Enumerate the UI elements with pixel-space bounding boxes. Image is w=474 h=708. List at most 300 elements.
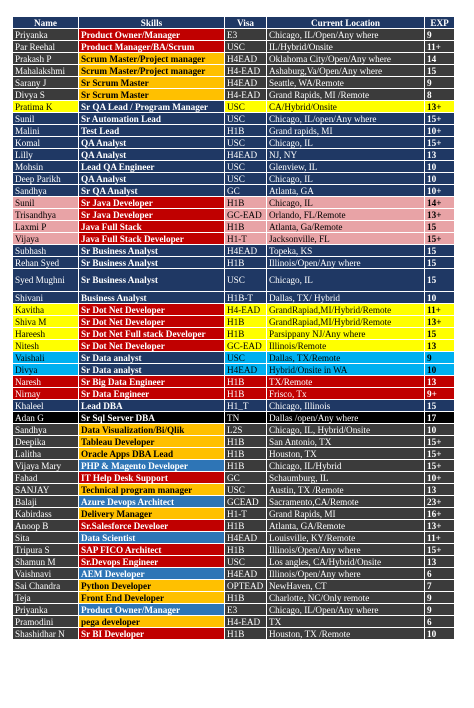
cell-location: Chicago, IL, Hybrid/Onsite [267,424,425,436]
cell-name: Teja [13,592,79,604]
table-row [13,161,455,173]
cell-visa: H4EAD [225,245,267,257]
cell-skill: Sr QA Lead / Program Manager [79,101,225,113]
cell-exp: 13+ [425,101,455,113]
table-row [13,221,455,233]
cell-name: Vaishnavi [13,568,79,580]
cell-exp: 15+ [425,113,455,125]
table-row [13,520,455,532]
cell-location: Topeka, KS [267,245,425,257]
cell-name: Sita [13,532,79,544]
cell-visa: USC [225,137,267,149]
cell-exp: 15 [425,269,455,292]
cell-name: Shashidhar N [13,628,79,640]
cell-exp: 15 [425,257,455,269]
cell-name: Shiva M [13,316,79,328]
cell-location: Illinois/Remote [267,340,425,352]
cell-visa: H1B [225,197,267,209]
cell-exp: 15+ [425,544,455,556]
header-skills: Skills [79,17,225,29]
cell-visa: H1B [225,628,267,640]
cell-location: Chicago, IL/Hybrid [267,460,425,472]
table-row [13,364,455,376]
cell-location: Chicago, IL/Open/Any where [267,604,425,616]
cell-name: Adan G [13,412,79,424]
cell-skill: Python Developer [79,580,225,592]
cell-visa: H1B [225,316,267,328]
table-row [13,592,455,604]
cell-exp: 10 [425,424,455,436]
cell-exp: 15+ [425,233,455,245]
cell-exp: 15+ [425,448,455,460]
table-row [13,292,455,304]
cell-skill: Sr Sql Server DBA [79,412,225,424]
candidates-table [12,16,455,640]
cell-visa: H4-EAD [225,89,267,101]
cell-location: Louisville, KY/Remote [267,532,425,544]
cell-location: Hybrid/Onsite in WA [267,364,425,376]
cell-name: Tripura S [13,544,79,556]
cell-location: Grand Rapids, MI [267,508,425,520]
cell-exp: 10+ [425,472,455,484]
cell-skill: Sr Business Analyst [79,245,225,257]
cell-name: Mahalakshmi [13,65,79,77]
cell-name: Deep Parikh [13,173,79,185]
cell-visa: USC [225,41,267,53]
cell-exp: 9 [425,77,455,89]
cell-visa: H1B [225,460,267,472]
table-row [13,376,455,388]
table-row [13,328,455,340]
cell-visa: E3 [225,29,267,41]
cell-exp: 9 [425,29,455,41]
table-row [13,352,455,364]
cell-skill: Sr Dot Net Developer [79,304,225,316]
cell-skill: Sr Big Data Engineer [79,376,225,388]
cell-exp: 11+ [425,41,455,53]
cell-name: Trisandhya [13,209,79,221]
table-row [13,53,455,65]
cell-skill: Delivery Manager [79,508,225,520]
table-row [13,580,455,592]
cell-visa: H4EAD [225,568,267,580]
cell-exp: 9 [425,352,455,364]
cell-skill: Sr.Devops Engineer [79,556,225,568]
cell-location: Houston, TX /Remote [267,628,425,640]
cell-skill: Data Visualization/Bi/Qlik [79,424,225,436]
cell-location: Dallas /open/Any where [267,412,425,424]
table-row [13,197,455,209]
cell-location: Glenview, IL [267,161,425,173]
cell-location: Jacksonville, FL [267,233,425,245]
cell-location: Chicago, IL/open/Any where [267,113,425,125]
cell-exp: 6 [425,616,455,628]
table-row [13,628,455,640]
cell-visa: H1-T [225,508,267,520]
cell-location: San Antonio, TX [267,436,425,448]
table-row [13,113,455,125]
cell-name: Sunil [13,197,79,209]
cell-skill: Sr Scrum Master [79,89,225,101]
cell-visa: USC [225,173,267,185]
cell-name: Khaleel [13,400,79,412]
cell-skill: Sr Automation Lead [79,113,225,125]
header-exp: EXP [425,17,455,29]
cell-location: IL/Hybrid/Onsite [267,41,425,53]
table-row [13,149,455,161]
cell-visa: GCEAD [225,496,267,508]
cell-skill: Lead QA Engineer [79,161,225,173]
cell-location: Parsippany NJ/Any where [267,328,425,340]
cell-name: Vaishali [13,352,79,364]
cell-location: Chicago, IL [267,269,425,292]
cell-name: Pratima K [13,101,79,113]
cell-name: Sandhya [13,185,79,197]
cell-skill: Data Scientist [79,532,225,544]
cell-exp: 13 [425,340,455,352]
cell-skill: Sr.Salesforce Develoer [79,520,225,532]
table-row [13,448,455,460]
cell-visa: H4EAD [225,364,267,376]
cell-exp: 13+ [425,520,455,532]
cell-name: Syed Mughni [13,269,79,292]
cell-skill: Sr Scrum Master [79,77,225,89]
cell-exp: 15 [425,245,455,257]
cell-location: Illinois/Open/Any where [267,568,425,580]
cell-location: CA/Hybrid/Onsite [267,101,425,113]
cell-location: Chicago, IL [267,173,425,185]
cell-skill: Product Owner/Manager [79,29,225,41]
header-location: Current Location [267,17,425,29]
cell-visa: H4-EAD [225,616,267,628]
cell-location: NewHaven, CT [267,580,425,592]
cell-visa: H4-EAD [225,304,267,316]
cell-skill: Sr Dot Net Developer [79,316,225,328]
table-row [13,496,455,508]
cell-location: Houston, TX [267,448,425,460]
cell-location: Schaumburg, IL [267,472,425,484]
table-row [13,340,455,352]
cell-visa: E3 [225,604,267,616]
cell-exp: 17 [425,412,455,424]
cell-exp: 15 [425,221,455,233]
cell-skill: Front End Developer [79,592,225,604]
table-row [13,424,455,436]
cell-exp: 10 [425,161,455,173]
cell-location: Atlanta, GA/Remote [267,520,425,532]
table-row [13,316,455,328]
cell-skill: Test Lead [79,125,225,137]
table-row [13,257,455,269]
cell-name: Malini [13,125,79,137]
table-row [13,77,455,89]
cell-exp: 8 [425,89,455,101]
cell-visa: H1B [225,520,267,532]
cell-location: TX [267,616,425,628]
cell-visa: H4-EAD [225,65,267,77]
cell-visa: H1B [225,448,267,460]
cell-skill: SAP FICO Architect [79,544,225,556]
cell-visa: USC [225,101,267,113]
table-row [13,304,455,316]
cell-exp: 10 [425,173,455,185]
cell-skill: QA Analyst [79,173,225,185]
cell-name: Shamun M [13,556,79,568]
table-row [13,532,455,544]
cell-location: Dallas, TX/Remote [267,352,425,364]
table-row [13,616,455,628]
header-name: Name [13,17,79,29]
cell-name: Pramodini [13,616,79,628]
cell-exp: 14 [425,53,455,65]
cell-skill: Product Manager/BA/Scrum [79,41,225,53]
cell-skill: Business Analyst [79,292,225,304]
cell-location: TX/Remote [267,376,425,388]
cell-skill: Lead DBA [79,400,225,412]
table-row [13,484,455,496]
cell-visa: GC [225,185,267,197]
cell-name: Sunil [13,113,79,125]
table-row [13,209,455,221]
cell-location: NJ, NY [267,149,425,161]
cell-visa: H1B [225,376,267,388]
cell-skill: pega developer [79,616,225,628]
cell-exp: 10 [425,628,455,640]
cell-skill: Sr Business Analyst [79,257,225,269]
cell-name: Hareesh [13,328,79,340]
cell-visa: H1B [225,544,267,556]
cell-visa: H1B [225,436,267,448]
cell-exp: 14+ [425,197,455,209]
cell-location: Frisco, Tx [267,388,425,400]
cell-visa: USC [225,484,267,496]
cell-visa: H1B [225,221,267,233]
cell-visa: H1B [225,125,267,137]
cell-visa: USC [225,556,267,568]
cell-location: Dallas, TX/ Hybrid [267,292,425,304]
cell-location: GrandRapiad,MI/Hybrid/Remote [267,304,425,316]
cell-name: Kavitha [13,304,79,316]
cell-exp: 23+ [425,496,455,508]
cell-name: Prakash P [13,53,79,65]
cell-exp: 10+ [425,185,455,197]
cell-location: Los angles, CA/Hybrid/Onsite [267,556,425,568]
cell-skill: Product Owner/Manager [79,604,225,616]
cell-visa: GC [225,472,267,484]
cell-location: Orlando, FL/Remote [267,209,425,221]
cell-location: Atlanta, Ga/Remote [267,221,425,233]
table-row [13,436,455,448]
cell-skill: Sr Data Engineer [79,388,225,400]
cell-visa: H1B-T [225,292,267,304]
cell-visa: TN [225,412,267,424]
header-row [13,17,455,29]
table-row [13,568,455,580]
cell-name: SANJAY [13,484,79,496]
cell-name: Subhash [13,245,79,257]
cell-location: Charlotte, NC/Only remote [267,592,425,604]
cell-location: Sacramento,CA/Remote [267,496,425,508]
cell-skill: Sr Business Analyst [79,269,225,292]
cell-exp: 16+ [425,508,455,520]
cell-visa: GC-EAD [225,209,267,221]
cell-skill: Sr Java Developer [79,209,225,221]
cell-name: Balaji [13,496,79,508]
cell-visa: H1-T [225,233,267,245]
table-row [13,101,455,113]
cell-location: Chicago, IL [267,137,425,149]
cell-location: Chicago, IL [267,197,425,209]
table-row [13,233,455,245]
table-row [13,412,455,424]
cell-skill: Tableau Developer [79,436,225,448]
table-row [13,125,455,137]
cell-exp: 15+ [425,137,455,149]
cell-exp: 10+ [425,125,455,137]
cell-exp: 13 [425,556,455,568]
cell-location: Oklahoma City/Open/Any where [267,53,425,65]
table-row [13,245,455,257]
cell-skill: Java Full Stack Developer [79,233,225,245]
cell-visa: GC-EAD [225,340,267,352]
cell-name: Lilly [13,149,79,161]
cell-name: Anoop B [13,520,79,532]
cell-skill: Technical program manager [79,484,225,496]
table-row [13,185,455,197]
cell-skill: Scrum Master/Project manager [79,53,225,65]
cell-skill: IT Help Desk Support [79,472,225,484]
cell-visa: H4EAD [225,77,267,89]
cell-exp: 10 [425,292,455,304]
cell-name: Sai Chandra [13,580,79,592]
cell-skill: Sr BI Developer [79,628,225,640]
cell-skill: PHP & Magento Developer [79,460,225,472]
cell-location: GrandRapiad,MI/Hybrid/Remote [267,316,425,328]
table-row [13,556,455,568]
cell-skill: Azure Devops Architect [79,496,225,508]
cell-name: Naresh [13,376,79,388]
cell-name: Divya [13,364,79,376]
cell-visa: L2S [225,424,267,436]
cell-exp: 9 [425,604,455,616]
cell-visa: H4EAD [225,53,267,65]
cell-skill: Scrum Master/Project manager [79,65,225,77]
cell-exp: 11+ [425,304,455,316]
cell-skill: Java Full Stack [79,221,225,233]
cell-skill: Sr Dot Net Full stack Developer [79,328,225,340]
cell-name: Lalitha [13,448,79,460]
cell-exp: 13 [425,149,455,161]
cell-skill: Oracle Apps DBA Lead [79,448,225,460]
cell-name: Vijaya [13,233,79,245]
cell-visa: H1B [225,388,267,400]
cell-name: Mohsin [13,161,79,173]
cell-exp: 10 [425,364,455,376]
cell-visa: H1B [225,257,267,269]
cell-name: Rehan Syed [13,257,79,269]
cell-location: Seattle, WA/Remote [267,77,425,89]
cell-exp: 13 [425,376,455,388]
table-row [13,29,455,41]
cell-name: Sarany J [13,77,79,89]
table-row [13,400,455,412]
table-row [13,137,455,149]
cell-location: Illinois/Open/Any where [267,257,425,269]
cell-skill: Sr QA Analyst [79,185,225,197]
cell-location: Illinois/Open/Any where [267,544,425,556]
cell-skill: QA Analyst [79,149,225,161]
cell-exp: 13+ [425,209,455,221]
cell-location: Chicago, IL/Open/Any where [267,29,425,41]
cell-skill: Sr Data analyst [79,352,225,364]
cell-name: Kabirdass [13,508,79,520]
table-row [13,269,455,292]
cell-name: Fahad [13,472,79,484]
cell-location: Grand rapids, MI [267,125,425,137]
table-row [13,173,455,185]
cell-exp: 7 [425,580,455,592]
cell-exp: 6 [425,568,455,580]
cell-name: Par Reehal [13,41,79,53]
cell-name: Divya S [13,89,79,101]
cell-name: Priyanka [13,29,79,41]
cell-name: Deepika [13,436,79,448]
cell-visa: H1B [225,592,267,604]
cell-exp: 9+ [425,388,455,400]
table-row [13,460,455,472]
cell-exp: 15+ [425,436,455,448]
cell-name: Vijaya Mary [13,460,79,472]
cell-skill: QA Analyst [79,137,225,149]
cell-name: Nitesh [13,340,79,352]
table-body [13,29,455,640]
header-visa: Visa [225,17,267,29]
cell-location: Grand Rapids, MI /Remote [267,89,425,101]
cell-exp: 15 [425,328,455,340]
cell-skill: Sr Java Developer [79,197,225,209]
table-row [13,41,455,53]
cell-visa: USC [225,113,267,125]
table-row [13,604,455,616]
cell-visa: USC [225,161,267,173]
cell-location: Ashaburg,Va/Open/Any where [267,65,425,77]
cell-visa: USC [225,352,267,364]
cell-name: Shivani [13,292,79,304]
table-row [13,89,455,101]
cell-name: Komal [13,137,79,149]
table-row [13,472,455,484]
cell-skill: Sr Data analyst [79,364,225,376]
cell-exp: 15+ [425,460,455,472]
cell-skill: AEM Developer [79,568,225,580]
cell-exp: 9 [425,592,455,604]
cell-location: Chicago, Illinois [267,400,425,412]
cell-visa: USC [225,269,267,292]
cell-visa: H4EAD [225,532,267,544]
table-row [13,65,455,77]
cell-exp: 15 [425,65,455,77]
cell-name: Sandhya [13,424,79,436]
cell-location: Austin, TX /Remote [267,484,425,496]
table-row [13,508,455,520]
cell-visa: OPTEAD [225,580,267,592]
cell-exp: 13+ [425,316,455,328]
cell-visa: H4EAD [225,149,267,161]
table-row [13,544,455,556]
cell-location: Atlanta, GA [267,185,425,197]
cell-exp: 15 [425,400,455,412]
cell-exp: 13 [425,484,455,496]
